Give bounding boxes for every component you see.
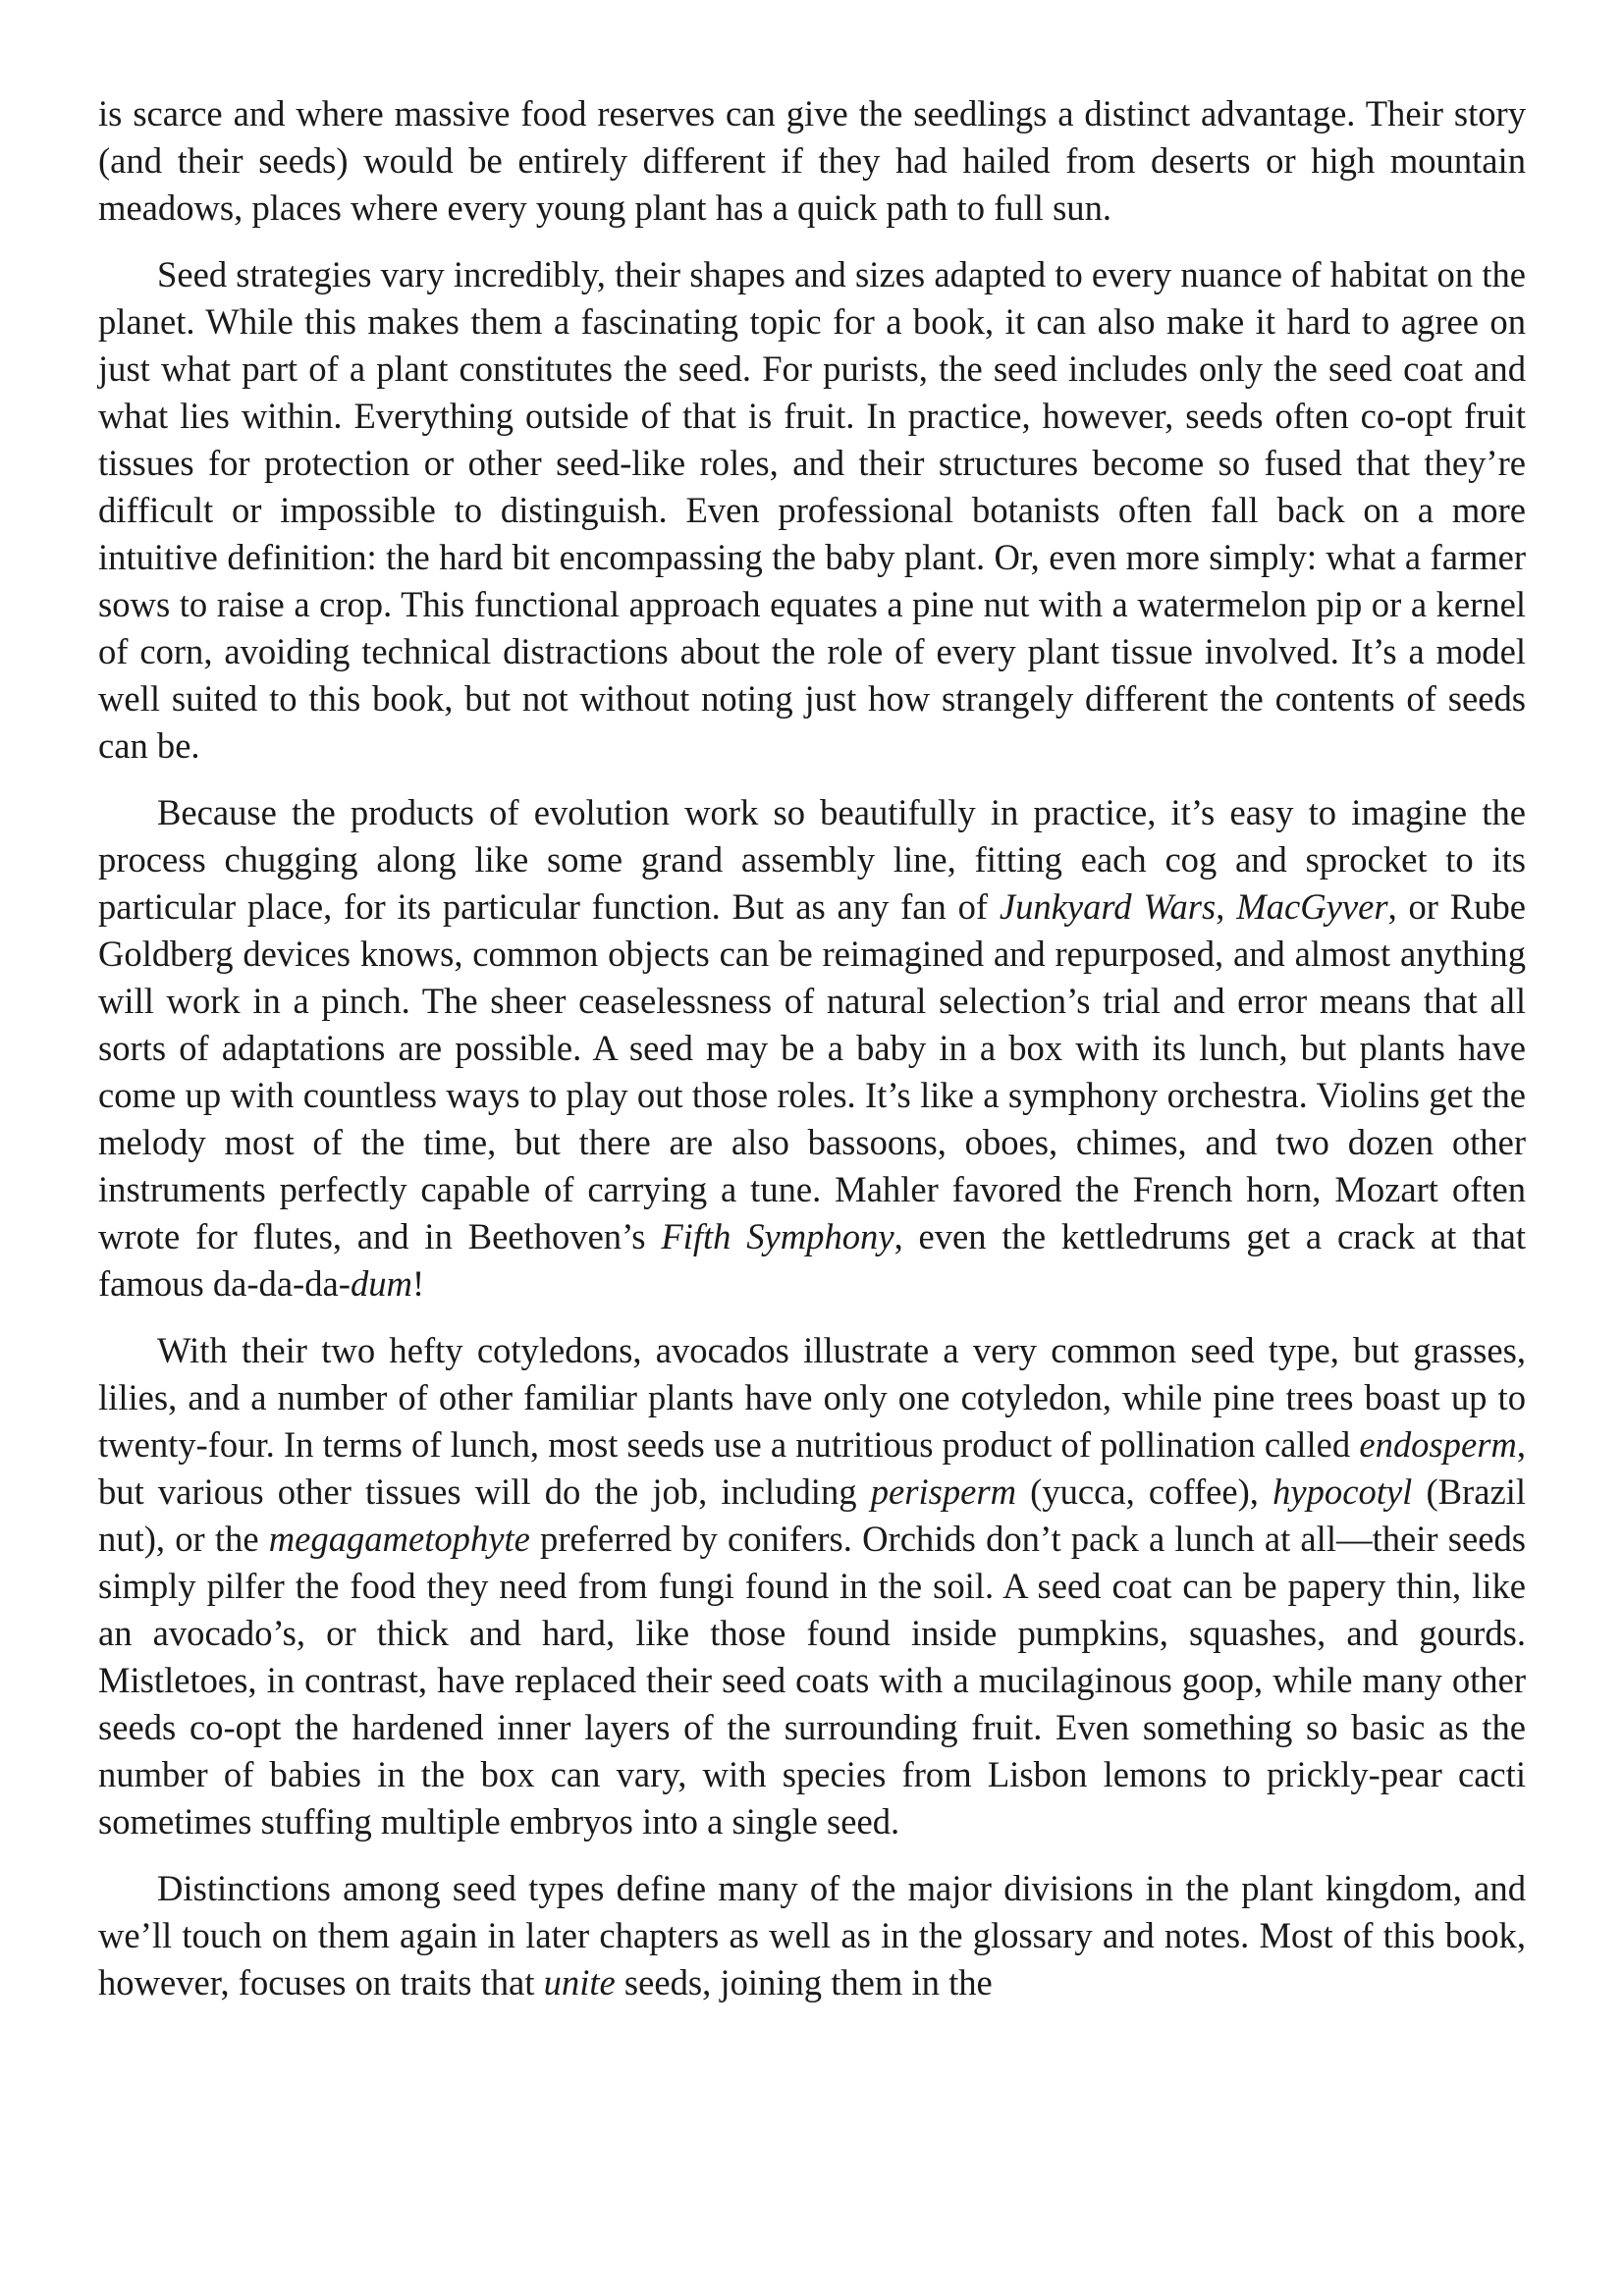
paragraph-5 — [98, 1865, 1526, 2006]
paragraph-text: (Brazil nut), or the — [98, 1471, 1526, 1559]
paragraph-text: seeds, joining them in the — [615, 1962, 993, 2002]
paragraph-4 — [98, 1327, 1526, 1845]
paragraph-3 — [98, 789, 1526, 1308]
paragraph-text: , even the kettledrums get a crack at that famous da-da-da- — [98, 1216, 1526, 1304]
paragraph-text: , — [1216, 886, 1237, 927]
paragraph-2 — [98, 251, 1526, 770]
italic-title-macgyver: MacGyver — [1236, 886, 1388, 927]
paragraph-text: Because the products of evolution work so beautifully in practice, it’s easy to imagine the process chugging along like some grand assembly line, fitting each cog and sprocket to its particular place, for its particular function. But as any fan of — [98, 792, 1526, 927]
paragraph-text: is scarce and where massive food reserves can give the seedlings a distinct advantage. Their story (and their seeds) would be entirely different if they had hailed from deserts or high mountain meadows, places where every young plant has a quick path to full sun. — [98, 93, 1526, 228]
paragraph-text: preferred by conifers. Orchids don’t pack a lunch at all—their seeds simply pilfer the food they need from fungi found in the soil. A seed coat can be papery thin, like an avocado’s, or thick and hard, like those found inside pumpkins, squashes, and gourds. Mistletoes, in contrast, have replaced their seed coats with a mucilaginous goop, while many other seeds co-opt the hardened inner layers of the surrounding fruit. Even something so basic as the number of babies in the box can vary, with species from Lisbon lemons to prickly-pear cacti sometimes stuffing multiple embryos into a single seed. — [98, 1519, 1526, 1842]
italic-title-fifth-symphony: Fifth Symphony — [661, 1216, 894, 1256]
italic-term-hypocotyl: hypocotyl — [1272, 1471, 1413, 1512]
italic-term-megagametophyte: megagametophyte — [268, 1519, 530, 1559]
paragraph-text: , or Rube Goldberg devices knows, common objects can be reimagined and repurposed, and almost anything will work in a pinch. The sheer ceaselessness of natural selection’s trial and error means that all sorts of adaptations are possible. A seed may be a baby in a box with its lunch, but plants have come up with countless ways to play out those roles. It’s like a symphony orchestra. Violins get the melody most of the time, but there are also bassoons, oboes, chimes, and two dozen other instruments perfectly capable of carrying a tune. Mahler favored the French horn, Mozart often wrote for flutes, and in Beethoven’s — [98, 886, 1526, 1256]
italic-term-endosperm: endosperm — [1359, 1424, 1517, 1465]
paragraph-text: , but various other tissues will do the job, including — [98, 1424, 1526, 1512]
paragraph-text: ! — [411, 1263, 425, 1304]
italic-term-perisperm: perisperm — [870, 1471, 1017, 1512]
paragraph-text: Distinctions among seed types define many of the major divisions in the plant kingdom, and we’ll touch on them again in later chapters as well as in the glossary and notes. Most of this book, however, focuses on traits that — [98, 1868, 1526, 2002]
italic-emphasis-dum: dum — [350, 1263, 412, 1304]
italic-title-junkyard-wars: Junkyard Wars — [999, 886, 1217, 927]
italic-emphasis-unite: unite — [543, 1962, 616, 2002]
book-page-body — [98, 90, 1526, 2006]
paragraph-text: With their two hefty cotyledons, avocados illustrate a very common seed type, but grasses, lilies, and a number of other familiar plants have only one cotyledon, while pine trees boast up to twenty-four. In terms of lunch, most seeds use a nutritious product of pollination called — [98, 1330, 1526, 1465]
paragraph-text: Seed strategies vary incredibly, their shapes and sizes adapted to every nuance of habitat on the planet. While this makes them a fascinating topic for a book, it can also make it hard to agree on just what part of a plant constitutes the seed. For purists, the seed includes only the seed coat and what lies within. Everything outside of that is fruit. In practice, however, seeds often co-opt fruit tissues for protection or other seed-like roles, and their structures become so fused that they’re difficult or impossible to distinguish. Even professional botanists often fall back on a more intuitive definition: the hard bit encompassing the baby plant. Or, even more simply: what a farmer sows to raise a crop. This functional approach equates a pine nut with a watermelon pip or a kernel of corn, avoiding technical distractions about the role of every plant tissue involved. It’s a model well suited to this book, but not without noting just how strangely different the contents of seeds can be. — [98, 254, 1526, 766]
paragraph-1 — [98, 90, 1526, 232]
paragraph-text: (yucca, coffee), — [1016, 1471, 1273, 1512]
